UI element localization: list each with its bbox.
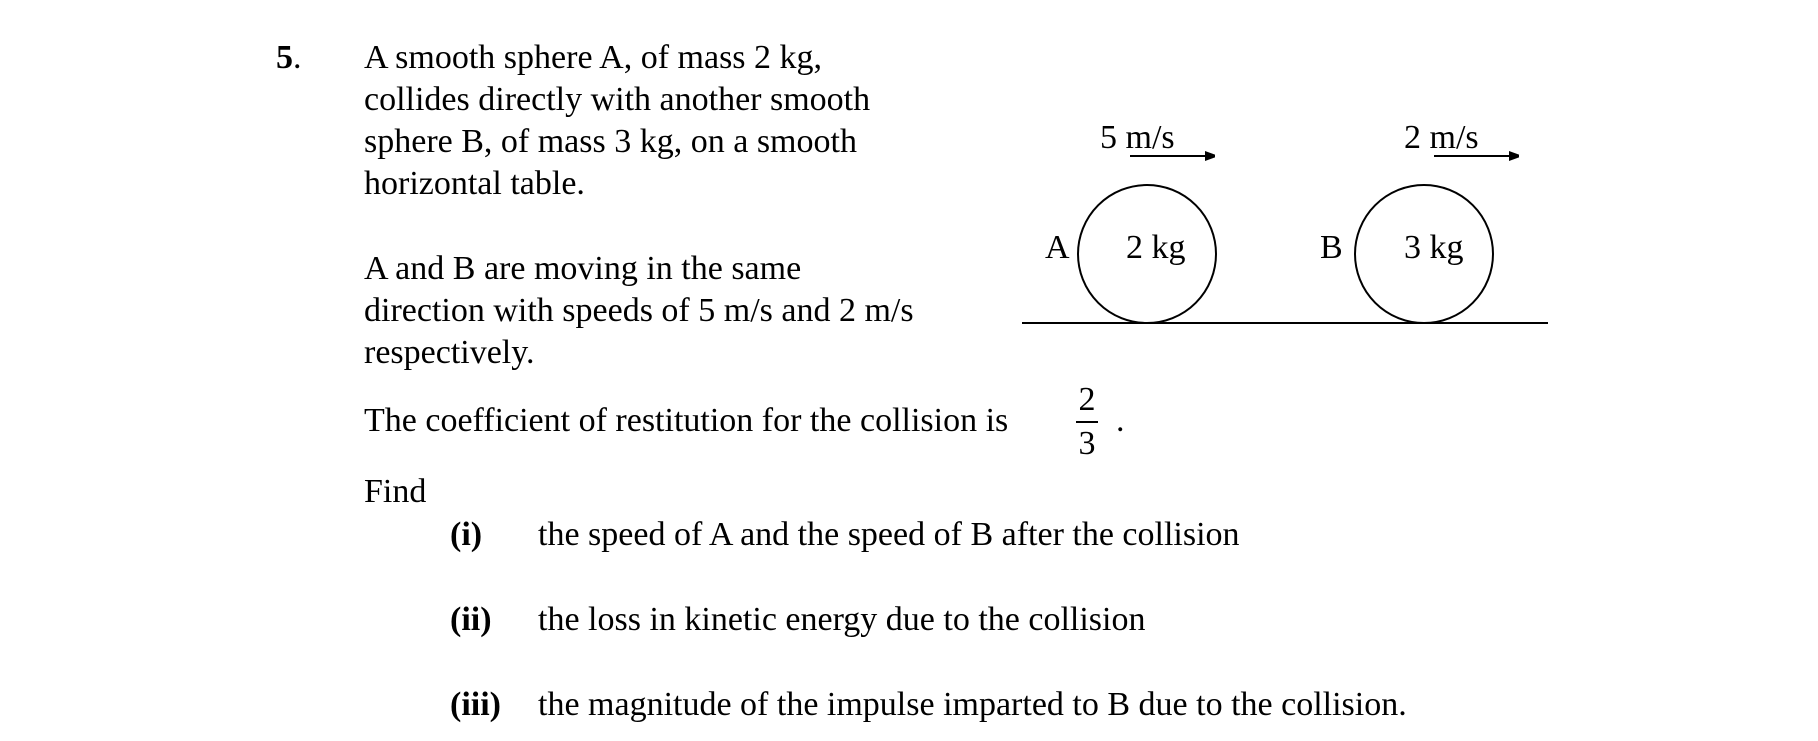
part-label-i: (i) [450,516,483,553]
intro-line-2: collides directly with another smooth [364,81,871,118]
part-text-ii: the loss in kinetic energy due to the collision [538,601,1146,638]
sphere-a-label: A [1045,229,1070,266]
restitution-period: . [1116,402,1125,439]
restitution-numerator: 2 [1078,381,1096,418]
intro-line-4: horizontal table. [364,165,585,202]
sphere-b-speed: 2 m/s [1404,119,1479,156]
part-text-i: the speed of A and the speed of B after the collision [538,516,1240,553]
part-label-ii: (ii) [450,601,492,638]
question-number-suffix: . [293,39,302,76]
part-text-iii: the magnitude of the impulse imparted to B due to the collision. [538,686,1407,723]
sphere-a-speed: 5 m/s [1100,119,1175,156]
restitution-denominator: 3 [1078,425,1096,462]
sphere-a-mass: 2 kg [1126,229,1186,266]
part-label-iii: (iii) [450,686,501,723]
sphere-b-label: B [1320,229,1343,266]
intro-line-3: sphere B, of mass 3 kg, on a smooth [364,123,857,160]
motion-line-1: A and B are moving in the same [364,250,802,287]
intro-line-1: A smooth sphere A, of mass 2 kg, [364,39,823,76]
motion-line-3: respectively. [364,334,535,371]
find-label: Find [364,473,427,510]
question-number-value: 5 [276,39,293,76]
motion-line-2: direction with speeds of 5 m/s and 2 m/s [364,292,914,329]
sphere-b-mass: 3 kg [1404,229,1464,266]
restitution-text: The coefficient of restitution for the collision is [364,402,1009,439]
